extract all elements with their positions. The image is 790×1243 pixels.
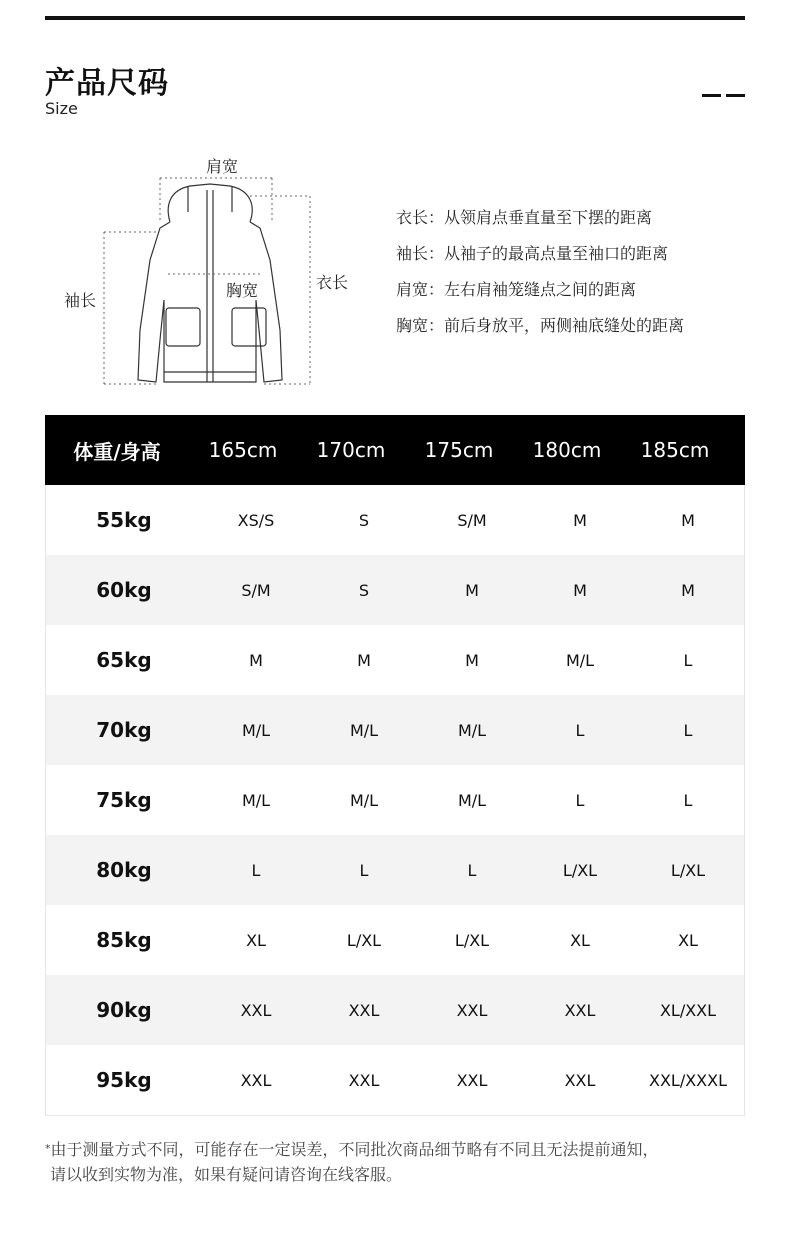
- size-cell: M/L: [565, 650, 595, 670]
- table-row: [46, 835, 744, 905]
- legend-shoulder-width: 肩宽：左右肩袖笼缝点之间的距离: [396, 280, 637, 299]
- size-cell: M/L: [241, 720, 271, 740]
- measurement-legend: [396, 206, 684, 350]
- legend-sleeve-length: 袖长：从袖子的最高点量至袖口的距离: [396, 244, 669, 263]
- size-cell: XXL: [456, 1000, 488, 1020]
- chest-width-label: 胸宽: [226, 281, 259, 300]
- size-cell: S: [358, 580, 370, 600]
- size-cell: M: [357, 650, 371, 670]
- size-cell: XXL: [348, 1070, 380, 1090]
- size-cell: M: [681, 580, 695, 600]
- dash-icon: [702, 94, 721, 97]
- size-cell: M: [465, 580, 479, 600]
- size-chart-table: [45, 415, 745, 1116]
- height-header: 175cm: [424, 438, 494, 462]
- size-cell: XL: [246, 930, 266, 950]
- size-cell: M/L: [241, 790, 271, 810]
- weight-cell: 55kg: [96, 508, 152, 532]
- size-cell: M: [465, 650, 479, 670]
- size-cell: M: [249, 650, 263, 670]
- size-cell: S/M: [457, 510, 487, 530]
- table-row: [46, 1045, 744, 1115]
- height-header: 180cm: [532, 438, 602, 462]
- size-cell: M/L: [457, 720, 487, 740]
- size-cell: L/XL: [454, 930, 490, 950]
- footnote-line-2: 请以收到实物为准，如果有疑问请咨询在线客服。: [50, 1165, 403, 1184]
- table-row: [46, 695, 744, 765]
- size-cell: XXL: [564, 1070, 596, 1090]
- size-cell: M/L: [349, 720, 379, 740]
- height-header: 185cm: [640, 438, 710, 462]
- weight-height-header: 体重/身高: [73, 439, 161, 464]
- size-cell: XL: [570, 930, 590, 950]
- dash-icon: [726, 94, 745, 97]
- table-row: [46, 485, 744, 555]
- legend-body-length: 衣长：从领肩点垂直量至下摆的距离: [396, 208, 653, 227]
- size-cell: L: [575, 790, 585, 810]
- size-cell: M/L: [457, 790, 487, 810]
- size-cell: XXL: [348, 1000, 380, 1020]
- size-cell: M/L: [349, 790, 379, 810]
- height-header: 170cm: [316, 438, 386, 462]
- size-cell: XXL: [456, 1070, 488, 1090]
- table-row: [46, 555, 744, 625]
- jacket-measurement-diagram: [60, 150, 360, 400]
- page-title: 产品尺码: [45, 66, 169, 101]
- weight-cell: 75kg: [96, 788, 152, 812]
- sleeve-length-label: 袖长: [64, 291, 97, 310]
- body-length-label: 衣长: [316, 273, 349, 292]
- footnote: [45, 1136, 755, 1187]
- table-row: [46, 975, 744, 1045]
- table-row: [46, 625, 744, 695]
- page-subtitle: Size: [45, 99, 78, 118]
- size-cell: XXL: [240, 1000, 272, 1020]
- size-cell: L/XL: [346, 930, 382, 950]
- size-cell: L: [683, 650, 693, 670]
- table-body: [45, 485, 745, 1116]
- table-header: [45, 415, 745, 485]
- size-cell: XL: [678, 930, 698, 950]
- weight-cell: 85kg: [96, 928, 152, 952]
- weight-cell: 95kg: [96, 1068, 152, 1092]
- size-cell: XXL: [240, 1070, 272, 1090]
- size-cell: XS/S: [237, 510, 275, 530]
- weight-cell: 60kg: [96, 578, 152, 602]
- size-cell: XXL: [564, 1000, 596, 1020]
- weight-cell: 70kg: [96, 718, 152, 742]
- weight-cell: 90kg: [96, 998, 152, 1022]
- legend-chest-width: 胸宽：前后身放平，两侧袖底缝处的距离: [396, 316, 685, 335]
- footnote-line-1: 由于测量方式不同，可能存在一定误差，不同批次商品细节略有不同且无法提前通知，: [50, 1140, 659, 1159]
- size-cell: L: [359, 860, 369, 880]
- size-cell: XL/XXL: [659, 1000, 717, 1020]
- size-cell: S: [358, 510, 370, 530]
- size-cell: M: [681, 510, 695, 530]
- size-cell: XXL/XXXL: [648, 1070, 728, 1090]
- size-cell: L: [683, 720, 693, 740]
- weight-cell: 80kg: [96, 858, 152, 882]
- top-divider: [45, 16, 745, 20]
- size-cell: S/M: [241, 580, 271, 600]
- jacket-outline-icon: [60, 150, 360, 400]
- size-cell: L/XL: [670, 860, 706, 880]
- footnote-star: *: [45, 1142, 51, 1155]
- size-cell: M: [573, 510, 587, 530]
- table-row: [46, 765, 744, 835]
- size-cell: L: [251, 860, 261, 880]
- shoulder-width-label: 肩宽: [206, 157, 239, 176]
- size-cell: L: [575, 720, 585, 740]
- size-cell: L: [467, 860, 477, 880]
- size-cell: M: [573, 580, 587, 600]
- height-header: 165cm: [208, 438, 278, 462]
- weight-cell: 65kg: [96, 648, 152, 672]
- size-cell: L/XL: [562, 860, 598, 880]
- table-row: [46, 905, 744, 975]
- size-cell: L: [683, 790, 693, 810]
